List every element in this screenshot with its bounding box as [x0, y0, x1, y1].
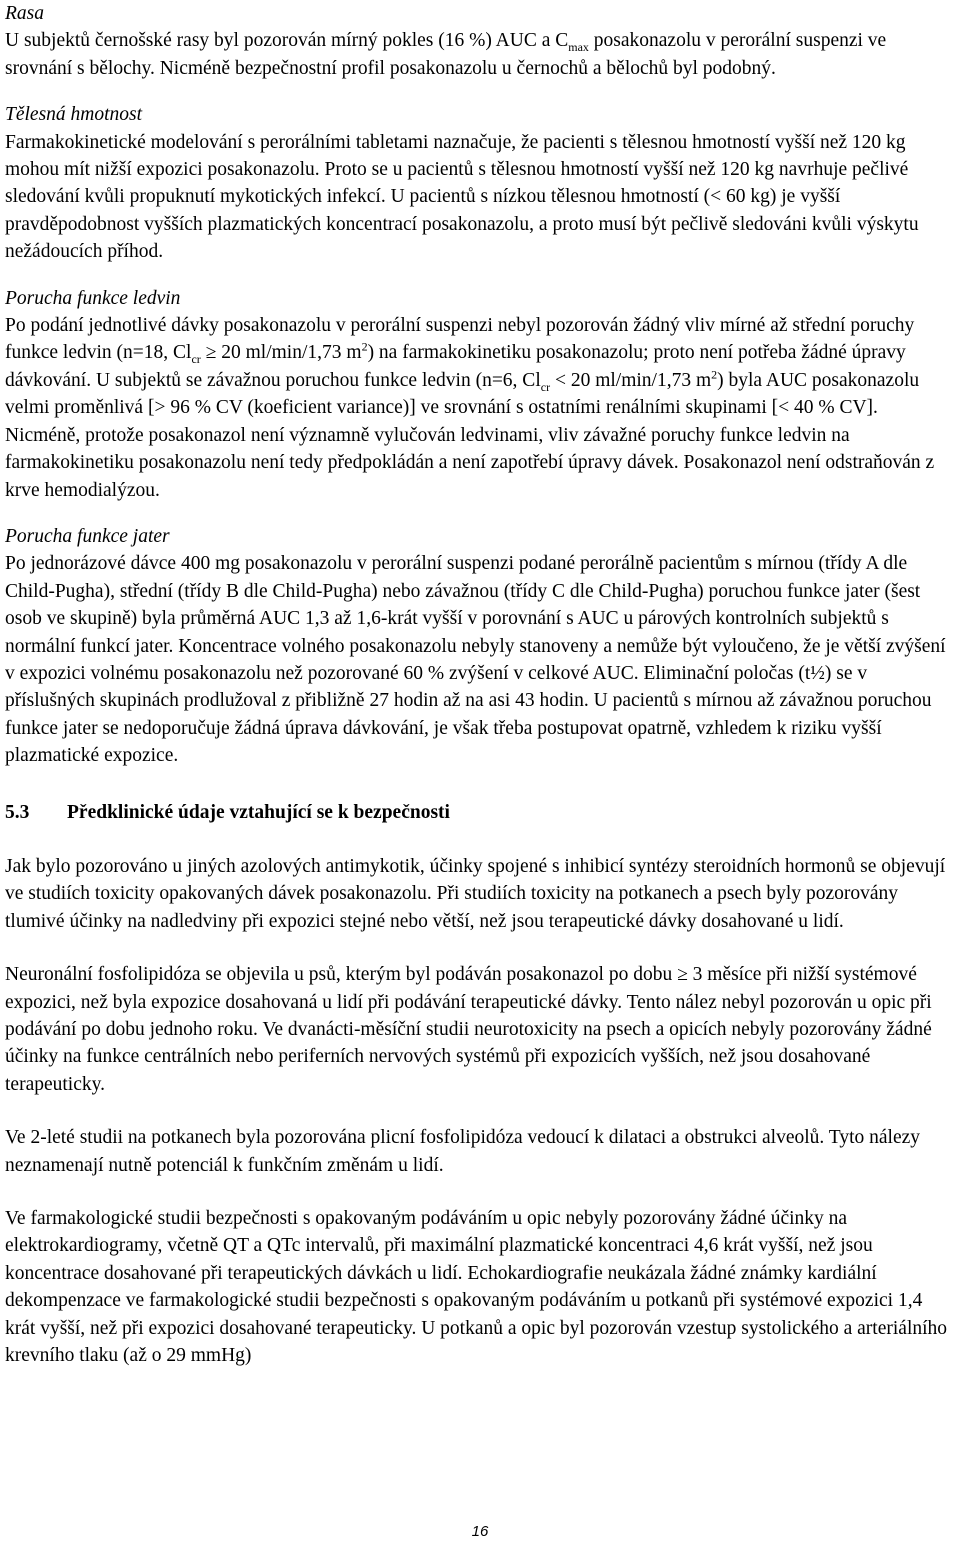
paragraph-5-3-3: Ve 2-leté studii na potkanech byla pozorována plicní fosfolipidóza vedoucí k dilataci a obstrukci alveolů. Tyto nálezy neznamenají nutně potenciál k funkčním změnám u lidí.: [5, 1127, 921, 1176]
subheading-porucha-ledvin: Porucha funkce ledvin: [5, 287, 181, 309]
paragraph-telesna-hmotnost: Farmakokinetické modelování s perorálními tabletami naznačuje, že pacienti s tělesnou hmotností vyšší než 120 kg mohou mít nižší expozici posakonazolu. Proto se u pacientů s tělesnou hmotností vyšší než 120 kg navrhuje pečlivé sledování kvůli propuknutí mykotických infekcí. U pacientů s nízkou tělesnou hmotností (< 60 kg) je vyšší pravděpodobnost vyšších plazmatických koncentrací posakonazolu, a proto musí být pečlivě sledováni kvůli výskytu nežádoucích příhod.: [5, 131, 919, 263]
subheading-telesna-hmotnost: Tělesná hmotnost: [5, 104, 143, 126]
section-title: Předklinické údaje vztahující se k bezpečnosti: [67, 801, 450, 823]
section-number: 5.3: [5, 801, 30, 823]
subheading-rasa: Rasa: [5, 3, 44, 24]
paragraph-porucha-jater: Po jednorázové dávce 400 mg posakonazolu v perorální suspenzi podané perorálně pacientům s mírnou (třídy A dle Child-Pugha), střední (třídy B dle Child-Pugha) nebo závažnou (třídy C dle Child-Pugha) poruchou funkce jater (šest osob ve skupině) byla průměrná AUC 1,3 až 1,6-krát vyšší v porovnání s AUC u párových kontrolních subjektů s normální funkcí jater. Koncentrace volného posakonazolu nebyly stanoveny a nemůže být vyloučeno, že je větší zvýšení v expozici volnému posakonazolu než pozorované 60 % zvýšení v celkové AUC. Eliminační poločas (t½) se v příslušných skupinách prodlužoval z přibližně 27 hodin až na asi 43 hodin. U pacientů s mírnou až závažnou poruchou funkce jater se nedoporučuje žádná úprava dávkování, je však třeba postupovat opatrně, vzhledem k riziku vyšší plazmatické expozice.: [5, 553, 946, 767]
subheading-porucha-jater: Porucha funkce jater: [5, 525, 170, 547]
paragraph-5-3-1: Jak bylo pozorováno u jiných azolových antimykotik, účinky spojené s inhibicí syntézy steroidních hormonů se objevují ve studiích toxicity opakovaných dávek posakonazolu. Při studiích toxicity na potkanech a psech byly pozorovány tlumivé účinky na nadledviny při expozici stejné nebo větší, než jsou terapeutické dávky dosahované u lidí.: [5, 855, 946, 932]
page-number: 16: [471, 1523, 489, 1540]
paragraph-5-3-2: Neuronální fosfolipidóza se objevila u psů, kterým byl podáván posakonazol po dobu ≥ 3 měsíce při nižší systémové expozici, než byla expozice dosahovaná u lidí při podávání terapeutické dávky. Tento nález nebyl pozorován u opic při podávání po dobu jednoho roku. Ve dvanácti-měsíční studii neurotoxicity na psech a opicích nebyly pozorovány žádné účinky na funkce centrálních nebo periferních nervových systémů při expozicích vyšších, než jsou dosahované terapeuticky.: [5, 964, 932, 1095]
section-heading-5-3: [5, 799, 957, 826]
paragraph-5-3-4: Ve farmakologické studii bezpečnosti s opakovaným podáváním u opic nebyly pozorovány žádné účinky na elektrokardiogramy, včetně QT a QTc intervalů, při maximální plazmatické koncentraci 4,6 krát vyšší, než jsou koncentrace dosahované při terapeutických dávkách u lidí. Echokardiografie neukázala žádné známky kardiální dekompenzace ve farmakologické studii bezpečnosti s opakovaným podáváním u potkanů při systémové expozici 1,4 krát vyšší, než při expozici dosahované terapeuticky. U potkanů a opic byl pozorován vzestup systolického a arteriálního krevního tlaku (až o 29 mmHg): [5, 1208, 948, 1367]
paragraph-rasa: U subjektů černošské rasy byl pozorován mírný pokles (16 %) AUC a $C_{max}$ posakonazolu v perorální suspenzi ve srovnání s bělochy. Nicméně bezpečnostní profil posakonazolu u černochů a bělochů byl podobný.: [5, 30, 887, 79]
document-page: [5, 0, 957, 1369]
paragraph-porucha-ledvin: Po podání jednotlivé dávky posakonazolu v perorální suspenzi nebyl pozorován žádný vliv mírné až střední poruchy funkce ledvin (n=18, $Cl_{cr} \ge 20$ ml/min/1,73 $m^2$) na farmakokinetiku posakonazolu; proto není potřeba žádné úpravy dávkování. U subjektů se závažnou poruchou funkce ledvin (n=6, $Cl_{cr} < 20$ ml/min/1,73 $m^2$) byla AUC posakonazolu velmi proměnlivá [> 96 % CV (koeficient variance)] ve srovnání s ostatními renálními skupinami [< 40 % CV]. Nicméně, protože posakonazol není významně vylučován ledvinami, vliv závažné poruchy funkce ledvin na farmakokinetiku posakonazolu není tedy předpokládán a není zapotřebí úpravy dávek. Posakonazol není odstraňován z krve hemodialýzou.: [5, 315, 935, 501]
